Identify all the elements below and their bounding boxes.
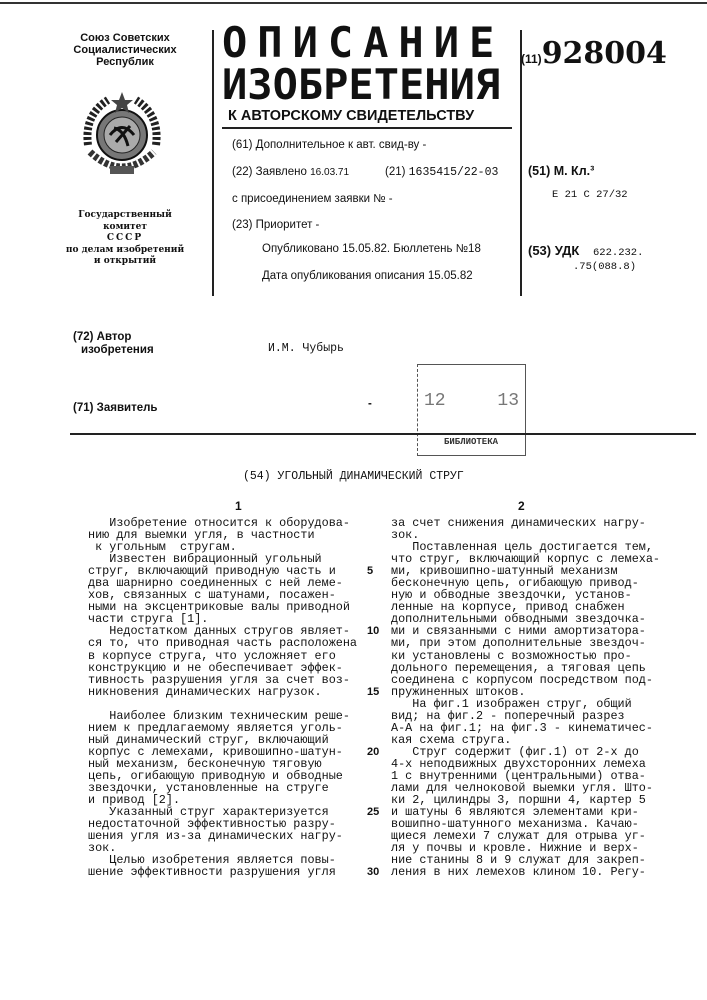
label-line: (72) Автор: [73, 331, 154, 344]
text-line: тивность разрушения угля за счет воз-: [88, 674, 357, 686]
text-line: за счет снижения динамических нагру-: [391, 517, 660, 529]
field-label: (21): [385, 166, 405, 178]
text-line: хов, связанных с шатунами, посажен-: [88, 589, 357, 601]
invention-title: (54) УГОЛЬНЫЙ ДИНАМИЧЕСКИЙ СТРУГ: [243, 470, 464, 483]
text-line: ние станины 8 и 9 служат для закреп-: [391, 854, 660, 866]
field-61: (61) Дополнительное к авт. свид-ву -: [232, 139, 426, 151]
right-column-text: [391, 517, 660, 878]
applicant-value: -: [368, 398, 372, 410]
text-line: Изобретение относится к оборудова-: [88, 517, 357, 529]
text-line: ный динамический струг, включающий: [88, 734, 357, 746]
text-line: зок.: [88, 842, 357, 854]
text-line: Струг содержит (фиг.1) от 2-х до: [391, 746, 660, 758]
text-line: нием к предлагаемому является уголь-: [88, 722, 357, 734]
text-line: и привод [2].: [88, 794, 357, 806]
label-line: изобретения: [73, 344, 154, 357]
text-line: цепь, огибающую приводную и обводные: [88, 770, 357, 782]
line-number: 20: [367, 746, 379, 758]
text-line: Целью изобретения является повы-: [88, 854, 357, 866]
subtitle-underline: [222, 127, 512, 129]
text-line: шения угля из-за динамических нагру-: [88, 830, 357, 842]
issuer-name: [60, 32, 190, 68]
text-line: Известен вибрационный угольный: [88, 553, 357, 565]
joined-application: с присоединением заявки № -: [232, 193, 393, 205]
text-line: к угольным стругам.: [88, 541, 357, 553]
text-line: бесконечную цепь, огибающую привод-: [391, 577, 660, 589]
text-line: лами для челноковой выемки угля. Што-: [391, 782, 660, 794]
text-line: ленные на корпусе, привод снабжен: [391, 601, 660, 613]
text-line: части струга [1].: [88, 613, 357, 625]
text-line: никновения динамических нагрузок.: [88, 686, 357, 698]
text-line: нию для выемки угля, в частности: [88, 529, 357, 541]
text-line: ся то, что приводная часть расположена: [88, 637, 357, 649]
stamp-text: БИБЛИОТЕКА: [444, 437, 498, 447]
text-line: вошипно-шатунного механизма. Качаю-: [391, 818, 660, 830]
field-51-value: E 21 C 27/32: [552, 189, 628, 201]
text-line: что струг, включающий корпус с лемеха-: [391, 553, 660, 565]
author-name: И.М. Чубырь: [268, 342, 344, 355]
issuer-line: Социалистических: [60, 44, 190, 56]
column-number: 1: [235, 499, 242, 513]
field-22: [232, 166, 349, 178]
text-line: дополнительными обводными звездочка-: [391, 613, 660, 625]
line-number: 30: [367, 866, 379, 878]
text-line: ми и связанными с ними амортизатора-: [391, 625, 660, 637]
text-line: ления в них лемехов клином 10. Регу-: [391, 866, 660, 878]
text-line: ки установлены с возможностью про-: [391, 650, 660, 662]
patent-number-value: 928004: [542, 36, 667, 71]
field-value: 1635415/22-03: [409, 166, 499, 179]
text-line: звездочки, установленные на струге: [88, 782, 357, 794]
line-number: 10: [367, 625, 379, 637]
header-separator: [70, 433, 696, 435]
text-line: кая схема струга.: [391, 734, 660, 746]
text-line: ный механизм, бесконечную тяговую: [88, 758, 357, 770]
issuer-line: Республик: [60, 56, 190, 68]
column-divider: [212, 30, 214, 296]
field-53-label: (53) УДК: [528, 243, 579, 258]
document-title: ИЗОБРЕТЕНИЯ: [222, 64, 500, 106]
column-number: 2: [518, 499, 525, 513]
committee-line: СССР: [55, 233, 195, 245]
text-line: в корпусе струга, что усложняет его: [88, 650, 357, 662]
field-21: [385, 166, 498, 179]
text-line: струг, включающий приводную часть и: [88, 565, 357, 577]
committee-line: Государственный комитет: [55, 210, 195, 233]
text-line: [88, 698, 357, 710]
text-line: корпус с лемехами, кривошипно-шатун-: [88, 746, 357, 758]
text-line: и шатуны 6 являются элементами кри-: [391, 806, 660, 818]
text-line: Указанный струг характеризуется: [88, 806, 357, 818]
text-line: соединена с корпусом посредством под-: [391, 674, 660, 686]
text-line: ки 2, цилиндры 3, поршни 4, картер 5: [391, 794, 660, 806]
field-23: (23) Приоритет -: [232, 219, 319, 231]
document-title: ОПИСАНИЕ: [222, 22, 504, 64]
text-line: щиеся лемехи 7 служат для отрыва уг-: [391, 830, 660, 842]
left-column-text: [88, 517, 357, 878]
committee-line: по делам изобретений: [55, 245, 195, 257]
field-72-label: [73, 331, 154, 357]
text-line: вид; на фиг.2 - поперечный разрез: [391, 710, 660, 722]
issuer-line: Союз Советских: [60, 32, 190, 44]
text-line: ля у почвы и кровле. Нижние и верх-: [391, 842, 660, 854]
text-line: 1 с внутренними (центральными) отва-: [391, 770, 660, 782]
text-line: А-А на фиг.1; на фиг.3 - кинематичес-: [391, 722, 660, 734]
text-line: пружиненных штоков.: [391, 686, 660, 698]
text-line: Недостатком данных стругов являет-: [88, 625, 357, 637]
field-label: (22) Заявлено: [232, 166, 307, 178]
text-line: ную и обводные звездочки, установ-: [391, 589, 660, 601]
text-line: ми, кривошипно-шатунный механизм: [391, 565, 660, 577]
stamp-text: 12: [424, 391, 446, 411]
library-stamp: [417, 364, 526, 456]
state-emblem-icon: [80, 90, 164, 180]
text-line: 4-х неподвижных двухсторонних лемеха: [391, 758, 660, 770]
patent-number: [521, 36, 667, 71]
text-line: шение эффективности разрушения угля: [88, 866, 357, 878]
patent-code: (11): [521, 52, 542, 66]
text-line: ными на эксцентриковые валы приводной: [88, 601, 357, 613]
text-line: недостаточной эффективностью разру-: [88, 818, 357, 830]
published: Опубликовано 15.05.82. Бюллетень №18: [262, 243, 481, 255]
text-line: На фиг.1 изображен струг, общий: [391, 698, 660, 710]
text-line: Поставленная цель достигается тем,: [391, 541, 660, 553]
committee-name: [55, 210, 195, 268]
top-border: [0, 2, 707, 4]
line-number: 15: [367, 686, 379, 698]
text-line: ми, при этом дополнительные звездоч-: [391, 637, 660, 649]
field-value: 16.03.71: [310, 167, 349, 178]
description-date: Дата опубликования описания 15.05.82: [262, 270, 473, 282]
stamp-text: 13: [497, 391, 519, 411]
line-number: 5: [367, 565, 373, 577]
field-53-value: .75(088.8): [573, 261, 636, 273]
line-number: 25: [367, 806, 379, 818]
document-subtitle: К АВТОРСКОМУ СВИДЕТЕЛЬСТВУ: [228, 108, 474, 125]
field-71-label: (71) Заявитель: [73, 402, 158, 414]
field-53-value: 622.232.: [593, 247, 643, 259]
text-line: зок.: [391, 529, 660, 541]
committee-line: и открытий: [55, 256, 195, 268]
text-line: дольного перемещения, а тяговая цепь: [391, 662, 660, 674]
field-51-label: (51) М. Кл.³: [528, 164, 594, 178]
text-line: конструкцию и не обеспечивает эффек-: [88, 662, 357, 674]
text-line: Наиболее близким техническим реше-: [88, 710, 357, 722]
text-line: два шарнирно соединенных с ней леме-: [88, 577, 357, 589]
